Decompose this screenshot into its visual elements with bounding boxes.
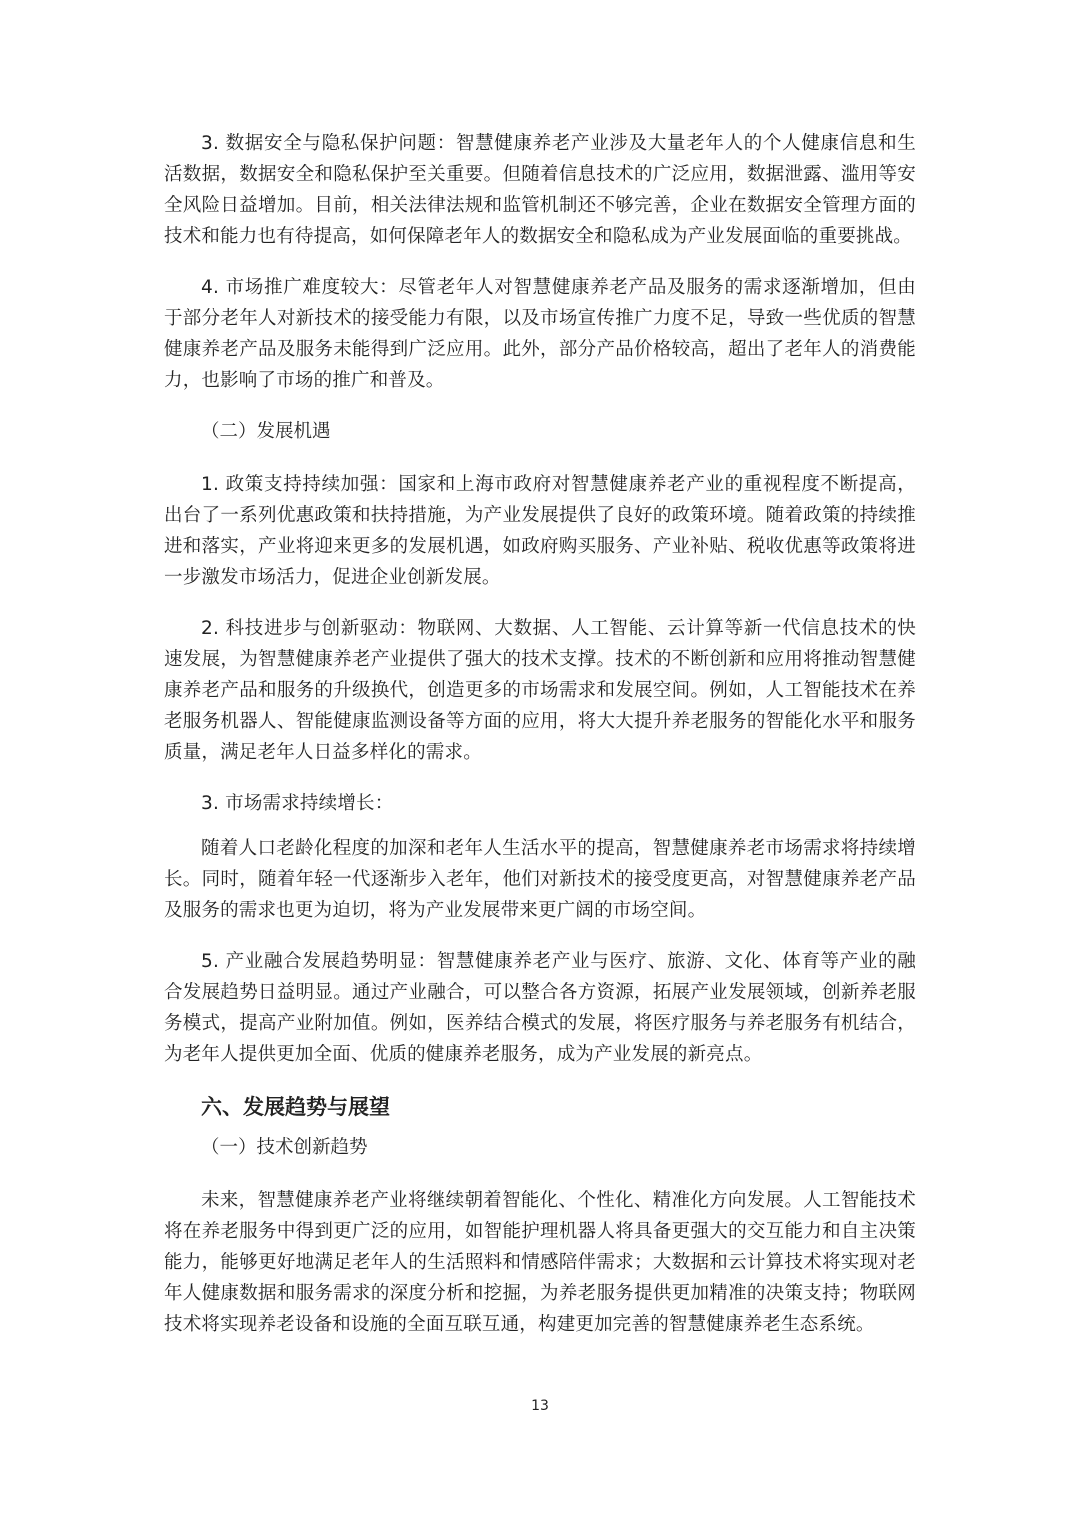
paragraph-industry-integration: 5. 产业融合发展趋势明显：智慧健康养老产业与医疗、旅游、文化、体育等产业的融合发展趋势日益明显。通过产业融合，可以整合各方资源，拓展产业发展领域，创新养老服务模式，提高产业附加值。例如，医养结合模式的发展，将医疗服务与养老服务有机结合，为老年人提供更加全面、优质的健康养老服务，成为产业发展的新亮点。 [164,951,916,1065]
item-market-demand-title: 3. 市场需求持续增长： [201,793,394,814]
page-body [164,128,916,1360]
section-heading-opportunity: （二）发展机遇 [201,421,331,442]
page-number: 13 [531,1398,549,1414]
paragraph-data-security: 3. 数据安全与隐私保护问题：智慧健康养老产业涉及大量老年人的个人健康信息和生活数据，数据安全和隐私保护至关重要。但随着信息技术的广泛应用，数据泄露、滥用等安全风险日益增加。目前，相关法律法规和监管机制还不够完善，企业在数据安全管理方面的技术和能力也有待提高，如何保障老年人的数据安全和隐私成为产业发展面临的重要挑战。 [164,133,916,247]
section-heading-tech-innovation: （一）技术创新趋势 [201,1137,368,1158]
paragraph-market-promotion: 4. 市场推广难度较大：尽管老年人对智慧健康养老产品及服务的需求逐渐增加，但由于部分老年人对新技术的接受能力有限，以及市场宣传推广力度不足，导致一些优质的智慧健康养老产品及服务未能得到广泛应用。此外，部分产品价格较高，超出了老年人的消费能力，也影响了市场的推广和普及。 [164,277,916,391]
chapter-heading-trends: 六、发展趋势与展望 [201,1095,390,1119]
paragraph-tech-progress: 2. 科技进步与创新驱动：物联网、大数据、人工智能、云计算等新一代信息技术的快速发展，为智慧健康养老产业提供了强大的技术支撑。技术的不断创新和应用将推动智慧健康养老产品和服务的升级换代，创造更多的市场需求和发展空间。例如，人工智能技术在养老服务机器人、智能健康监测设备等方面的应用，将大大提升养老服务的智能化水平和服务质量，满足老年人日益多样化的需求。 [164,618,916,763]
paragraph-tech-innovation: 未来，智慧健康养老产业将继续朝着智能化、个性化、精准化方向发展。人工智能技术将在养老服务中得到更广泛的应用，如智能护理机器人将具备更强大的交互能力和自主决策能力，能够更好地满足老年人的生活照料和情感陪伴需求；大数据和云计算技术将实现对老年人健康数据和服务需求的深度分析和挖掘，为养老服务提供更加精准的决策支持；物联网技术将实现养老设备和设施的全面互联互通，构建更加完善的智慧健康养老生态系统。 [164,1190,916,1335]
paragraph-market-demand: 随着人口老龄化程度的加深和老年人生活水平的提高，智慧健康养老市场需求将持续增长。同时，随着年轻一代逐渐步入老年，他们对新技术的接受度更高，对智慧健康养老产品及服务的需求也更为迫切，将为产业发展带来更广阔的市场空间。 [164,838,916,921]
paragraph-policy-support: 1. 政策支持持续加强：国家和上海市政府对智慧健康养老产业的重视程度不断提高，出台了一系列优惠政策和扶持措施，为产业发展提供了良好的政策环境。随着政策的持续推进和落实，产业将迎来更多的发展机遇，如政府购买服务、产业补贴、税收优惠等政策将进一步激发市场活力，促进企业创新发展。 [164,474,916,588]
